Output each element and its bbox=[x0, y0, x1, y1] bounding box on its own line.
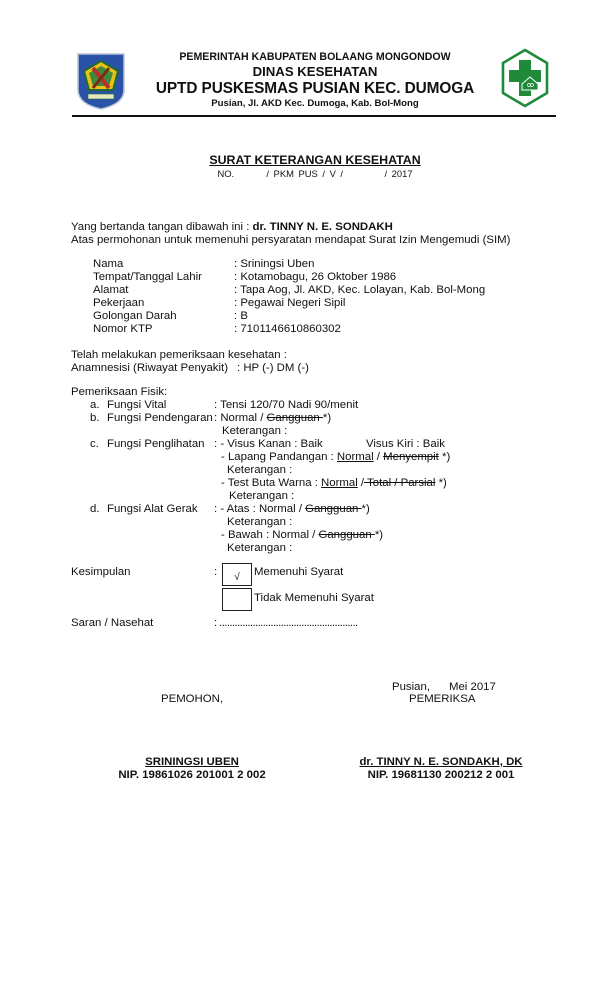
lower-limb-normal-option: - Bawah : Normal / bbox=[221, 529, 319, 541]
vital-function-label: Fungsi Vital bbox=[107, 399, 167, 411]
agency-name: DINAS KESEHATAN bbox=[252, 64, 378, 79]
applicant-name: SRININGSI UBEN bbox=[145, 756, 239, 768]
visual-field-normal-option: Normal bbox=[336, 451, 374, 463]
footnote-mark: *) bbox=[438, 451, 451, 463]
upper-limb-value bbox=[214, 503, 370, 515]
applicant-nip: NIP. 19861026 201001 2 002 bbox=[118, 769, 266, 781]
identity-value-job: : Pegawai Negeri Sipil bbox=[234, 297, 346, 309]
item-marker-a: a. bbox=[90, 399, 100, 411]
visual-field-narrowed-option-struck: Menyempit bbox=[383, 451, 439, 463]
visual-field-note: Keterangan : bbox=[227, 464, 293, 476]
separator: / bbox=[357, 477, 365, 489]
footnote-mark: *) bbox=[435, 477, 447, 489]
meets-requirements-label: Memenuhi Syarat bbox=[254, 566, 344, 578]
footnote-mark: *) bbox=[374, 529, 384, 541]
identity-label-name: Nama bbox=[93, 258, 124, 270]
institution-address: Pusian, Jl. AKD Kec. Dumoga, Kab. Bol-Mong bbox=[211, 98, 419, 109]
purpose-statement: Atas permohonan untuk memenuhi persyaratan mendapat Surat Izin Mengemudi (SIM) bbox=[71, 234, 511, 246]
upper-limb-normal-option: : - Atas : Normal / bbox=[214, 503, 306, 515]
vital-function-value: : Tensi 120/70 Nadi 90/menit bbox=[214, 399, 359, 411]
identity-value-birth: : Kotamobagu, 26 Oktober 1986 bbox=[234, 271, 397, 283]
regency-coat-of-arms-icon bbox=[76, 52, 126, 110]
advice-value-blank: : ...................................................... bbox=[214, 617, 358, 629]
footnote-mark: *) bbox=[361, 503, 370, 515]
visus-right-value: : - Visus Kanan : Baik bbox=[214, 438, 323, 450]
conclusion-colon: : bbox=[214, 566, 218, 578]
motor-function-label: Fungsi Alat Gerak bbox=[107, 503, 198, 515]
not-meets-requirements-label: Tidak Memenuhi Syarat bbox=[254, 592, 374, 604]
hearing-function-value bbox=[214, 412, 331, 424]
visual-field-value bbox=[221, 451, 450, 463]
signer-name: dr. TINNY N. E. SONDAKH bbox=[252, 221, 393, 233]
vision-function-label: Fungsi Penglihatan bbox=[107, 438, 205, 450]
meets-requirements-checkbox[interactable] bbox=[222, 563, 252, 586]
lower-limb-value bbox=[221, 529, 383, 541]
upper-limb-note: Keterangan : bbox=[227, 516, 293, 528]
anamnesis-value: : HP (-) DM (-) bbox=[237, 362, 309, 374]
hearing-impaired-option-struck: Gangguan bbox=[266, 412, 323, 424]
color-blind-test-value bbox=[221, 477, 447, 489]
color-blind-note: Keterangan : bbox=[229, 490, 295, 502]
advice-label: Saran / Nasehat bbox=[71, 617, 154, 629]
identity-value-name: : Sriningsi Uben bbox=[234, 258, 315, 270]
physical-exam-header: Pemeriksaan Fisik: bbox=[71, 386, 168, 398]
identity-value-ktp: : 7101146610860302 bbox=[234, 323, 341, 335]
identity-label-ktp: Nomor KTP bbox=[93, 323, 153, 335]
item-marker-b: b. bbox=[90, 412, 100, 424]
separator: / bbox=[373, 451, 384, 463]
examiner-role: PEMERIKSA bbox=[409, 693, 476, 705]
letterhead-divider bbox=[72, 115, 556, 117]
identity-value-blood: : B bbox=[234, 310, 248, 322]
identity-label-birth: Tempat/Tanggal Lahir bbox=[93, 271, 202, 283]
government-name: PEMERINTAH KABUPATEN BOLAANG MONGONDOW bbox=[179, 51, 451, 63]
identity-label-address: Alamat bbox=[93, 284, 129, 296]
lower-limb-note: Keterangan : bbox=[227, 542, 293, 554]
not-meets-requirements-checkbox[interactable] bbox=[222, 588, 252, 611]
examiner-name: dr. TINNY N. E. SONDAKH, DK bbox=[359, 756, 523, 768]
visual-field-label: - Lapang Pandangan : bbox=[221, 451, 337, 463]
puskesmas-green-cross-icon bbox=[500, 48, 550, 108]
item-marker-c: c. bbox=[90, 438, 99, 450]
signer-prefix: Yang bertanda tangan dibawah ini : bbox=[71, 221, 253, 233]
document-title: SURAT KETERANGAN KESEHATAN bbox=[209, 153, 421, 167]
visus-left-value: Visus Kiri : Baik bbox=[366, 438, 445, 450]
identity-value-address: : Tapa Aog, Jl. AKD, Kec. Lolayan, Kab. Bol-Mong bbox=[234, 284, 486, 296]
hearing-normal-option: : Normal / bbox=[214, 412, 267, 424]
hearing-footnote-mark: *) bbox=[322, 412, 332, 424]
institution-name: UPTD PUSKESMAS PUSIAN KEC. DUMOGA bbox=[155, 80, 475, 97]
applicant-role: PEMOHON, bbox=[161, 693, 224, 705]
anamnesis-label: Anamnesisi (Riwayat Penyakit) bbox=[71, 362, 228, 374]
conclusion-label: Kesimpulan bbox=[71, 566, 131, 578]
document-number: NO. / PKM PUS / V / / 2017 bbox=[217, 168, 413, 179]
hearing-function-label: Fungsi Pendengaran bbox=[107, 412, 213, 424]
exam-intro: Telah melakukan pemeriksaan kesehatan : bbox=[71, 349, 287, 361]
item-marker-d: d. bbox=[90, 503, 100, 515]
signer-statement bbox=[71, 221, 393, 233]
lower-limb-impaired-option-struck: Gangguan bbox=[318, 529, 375, 541]
identity-label-blood: Golongan Darah bbox=[93, 310, 177, 322]
place-date: Pusian, Mei 2017 bbox=[392, 681, 496, 693]
color-blind-total-partial-option-struck: Total / Parsial bbox=[364, 477, 436, 489]
color-blind-test-label: - Test Buta Warna : bbox=[221, 477, 322, 489]
upper-limb-impaired-option-struck: Gangguan bbox=[305, 503, 362, 515]
check-mark-icon: √ bbox=[234, 571, 240, 583]
examiner-nip: NIP. 19681130 200212 2 001 bbox=[367, 769, 515, 781]
identity-label-job: Pekerjaan bbox=[93, 297, 145, 309]
color-blind-normal-option: Normal bbox=[321, 477, 358, 489]
hearing-note: Keterangan : bbox=[222, 425, 288, 437]
